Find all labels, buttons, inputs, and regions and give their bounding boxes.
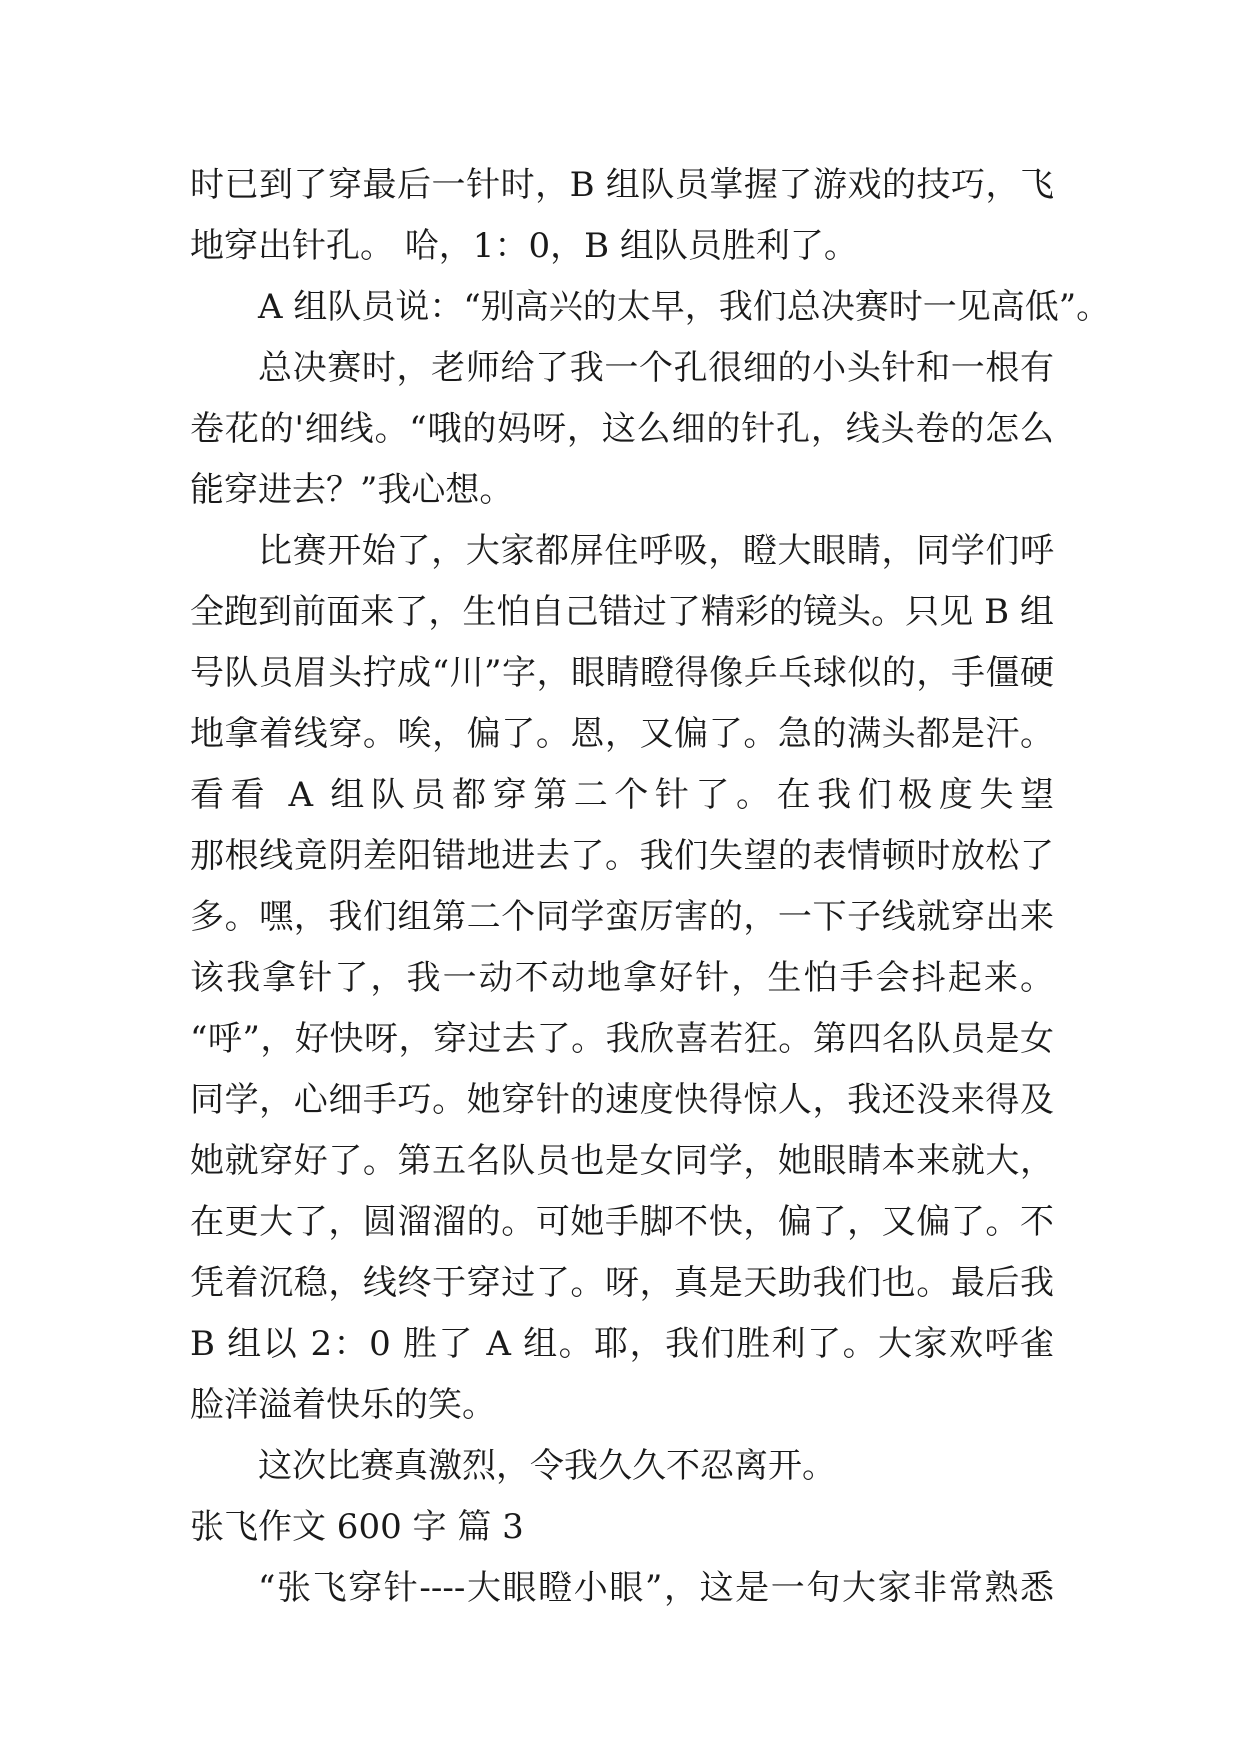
text-line: 能穿进去？”我心想。 (190, 470, 514, 510)
text-line: 总决赛时，老师给了我一个孔很细的小头针和一根有 (258, 348, 1054, 388)
text-line: 号队员眉头拧成“川”字，眼睛瞪得像乒乓球似的，手僵硬 (190, 653, 1054, 693)
text-line: 凭着沉稳，线终于穿过了。呀，真是天助我们也。最后我 (190, 1263, 1054, 1303)
text-line: 看看 A 组队员都穿第二个针了。在我们极度失望 (190, 775, 1054, 815)
text-line: 全跑到前面来了，生怕自己错过了精彩的镜头。只见 B 组 (190, 592, 1054, 632)
section-heading: 张飞作文 600 字 篇 3 (190, 1507, 524, 1547)
text-line: 时已到了穿最后一针时，B 组队员掌握了游戏的技巧，飞 (190, 165, 1054, 205)
text-line: “张飞穿针----大眼瞪小眼”，这是一句大家非常熟悉 (258, 1568, 1054, 1608)
text-line: 比赛开始了，大家都屏住呼吸，瞪大眼睛，同学们呼 (258, 531, 1054, 571)
text-line: 在更大了，圆溜溜的。可她手脚不快，偏了，又偏了。不 (190, 1202, 1054, 1242)
document-body (190, 155, 1111, 1619)
text-line: 这次比赛真激烈，令我久久不忍离开。 (258, 1446, 836, 1486)
text-line: 多。嘿，我们组第二个同学蛮厉害的，一下子线就穿出来 (190, 897, 1054, 937)
text-line: 地穿出针孔。 哈，1：0，B 组队员胜利了。 (190, 226, 858, 266)
text-line: 地拿着线穿。唉，偏了。恩，又偏了。急的满头都是汗。 (190, 714, 1054, 754)
text-line: 同学，心细手巧。她穿针的速度快得惊人，我还没来得及 (190, 1080, 1054, 1120)
text-line: 那根线竟阴差阳错地进去了。我们失望的表情顿时放松了 (190, 836, 1054, 876)
text-line: B 组以 2：0 胜了 A 组。耶，我们胜利了。大家欢呼雀 (190, 1324, 1054, 1364)
text-line: “呼”，好快呀，穿过去了。我欣喜若狂。第四名队员是女 (190, 1019, 1054, 1059)
text-line: 卷花的'细线。“哦的妈呀，这么细的针孔，线头卷的怎么 (190, 409, 1054, 449)
text-line: A 组队员说：“别高兴的太早，我们总决赛时一见高低”。 (258, 287, 1111, 327)
text-line: 脸洋溢着快乐的笑。 (190, 1385, 496, 1425)
text-line: 她就穿好了。第五名队员也是女同学，她眼睛本来就大， (190, 1141, 1054, 1181)
text-line: 该我拿针了，我一动不动地拿好针，生怕手会抖起来。 (190, 958, 1054, 998)
